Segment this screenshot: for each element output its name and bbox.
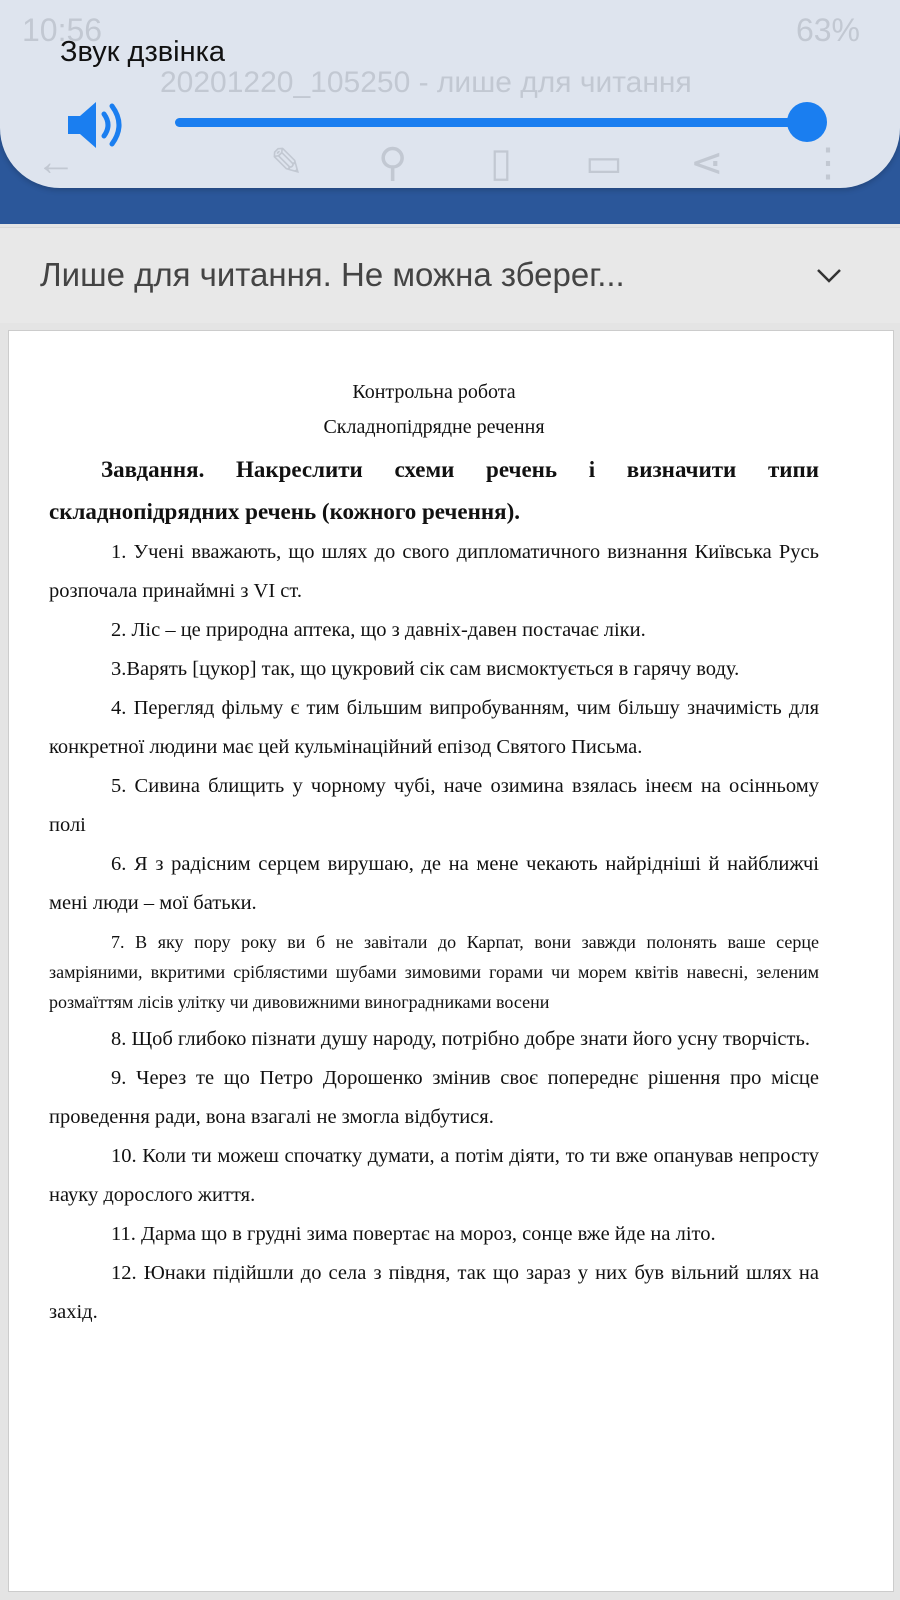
list-item: 10. Коли ти можеш спочатку думати, а потім діяти, то ти вже опанував непросту науку дорослого життя. — [49, 1145, 819, 1206]
list-item: 9. Через те що Петро Дорошенко змінив своє попереднє рішення про місце проведення ради, вона взагалі не змогла відбутися. — [49, 1067, 819, 1128]
read-only-message: Лише для читання. Не можна зберег... — [40, 256, 625, 293]
volume-slider-thumb[interactable] — [787, 102, 827, 142]
back-arrow-icon[interactable]: ← — [36, 140, 76, 184]
reader-icon[interactable]: ▯ — [490, 141, 513, 185]
battery-level: 63% — [795, 12, 860, 48]
status-bar — [0, 0, 900, 60]
volume-slider[interactable] — [175, 118, 807, 127]
toolbar — [0, 140, 900, 190]
document-title: 20201220_105250 - лише для читання — [160, 66, 692, 99]
pencil-icon[interactable]: ✎ — [270, 141, 304, 185]
more-icon[interactable]: ⋮ — [808, 141, 848, 185]
read-only-info-bar[interactable] — [0, 227, 900, 323]
list-item: 2. Ліс – це природна аптека, що з давніх-давен постачає ліки. — [111, 619, 646, 641]
list-item: 8. Щоб глибоко пізнати душу народу, потрібно добре знати його усну творчість. — [111, 1028, 810, 1050]
list-item: 1. Учені вважають, що шлях до свого дипломатичного визнання Київська Русь розпочала принаймні з VI ст. — [49, 541, 819, 602]
document-page — [8, 330, 894, 1592]
list-item: 7. В яку пору року ви б не завітали до Карпат, вони завжди полонять ваше серце замріяними, вкритими сріблястими шубами зимовими горами чи морем квітів навесні, зеленим розмаїттям лісів улітку чи дивовижними виноградниками восени — [49, 932, 819, 1012]
volume-slider-fill — [175, 118, 807, 127]
search-icon[interactable]: ⚲ — [378, 141, 408, 185]
save-icon[interactable]: ▭ — [585, 141, 623, 185]
doc-title: Контрольна робота — [352, 381, 516, 403]
list-item: 6. Я з радісним серцем вирушаю, де на мене чекають найрідніші й найближчі мені люди – мої батьки. — [49, 853, 819, 914]
list-item: 3.Варять [цукор] так, що цукровий сік сам висмоктується в гарячу воду. — [111, 658, 740, 680]
doc-task: Завдання. Накреслити схеми речень і визначити типи складнопідрядних речень (кожного речення). — [49, 457, 819, 524]
list-item: 4. Перегляд фільму є тим більшим випробуванням, чим більшу значимість для конкретної людини має цей кульмінаційний епізод Святого Письма. — [49, 697, 819, 758]
status-time: 10:56 — [22, 12, 103, 48]
list-item: 5. Сивина блищить у чорному чубі, наче озимина взялась інеєм на осінньому полі — [49, 775, 819, 836]
chevron-down-icon[interactable] — [816, 262, 842, 288]
list-item: 11. Дарма що в грудні зима повертає на мороз, сонце вже йде на літо. — [111, 1223, 716, 1245]
doc-subtitle: Складнопідрядне речення — [323, 416, 545, 438]
volume-label: Звук дзвінка — [60, 36, 226, 68]
share-icon[interactable]: ⋖ — [690, 141, 724, 185]
list-item: 12. Юнаки підійшли до села з півдня, так що зараз у них був вільний шлях на захід. — [49, 1262, 819, 1323]
